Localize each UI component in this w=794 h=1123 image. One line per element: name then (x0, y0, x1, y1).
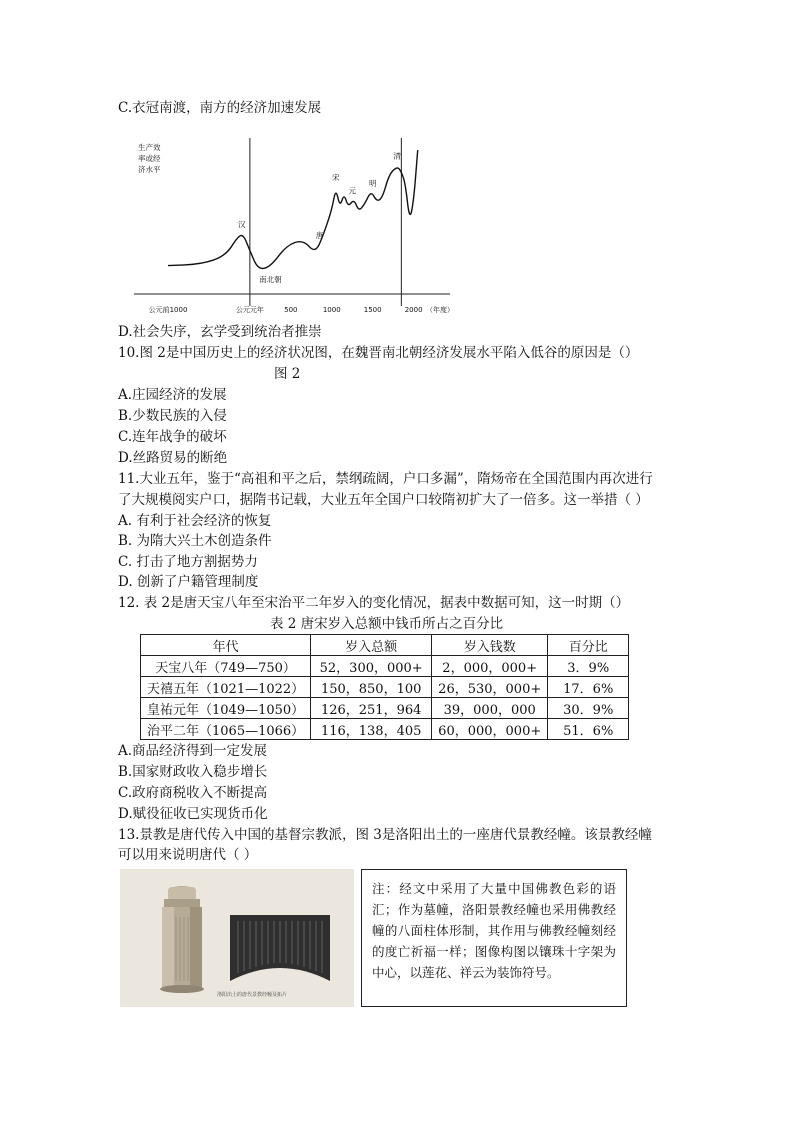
table-cell: 天禧五年（1021—1022） (141, 677, 311, 698)
table-cell: 26，530，000+ (432, 677, 548, 698)
table-cell: 150，850，100 (311, 677, 432, 698)
annotation-label: 南北朝 (259, 275, 282, 284)
annotation-label: 唐 (315, 230, 324, 240)
table-cell: 39，000，000 (432, 698, 548, 719)
table-header-row (141, 635, 629, 656)
pillar-illustration (120, 869, 354, 1007)
table-header-cell: 年代 (141, 635, 311, 656)
q13-stem-line1: 13.景教是唐代传入中国的基督宗教派，图 3是洛阳出土的一座唐代景教经幢。该景教经幢 (118, 827, 652, 843)
table-cell: 30．9% (548, 698, 629, 719)
table-row (141, 656, 629, 677)
annotation-label: 清 (393, 151, 401, 161)
q10-option-a: A.庄园经济的发展 (118, 387, 227, 403)
table-row (141, 698, 629, 719)
q12-option-b: B.国家财政收入稳步增长 (118, 764, 268, 780)
table-cell: 天宝八年（749—750） (141, 656, 311, 677)
table-header-cell: 百分比 (548, 635, 629, 656)
q12-option-d: D.赋役征收已实现货币化 (118, 806, 268, 822)
y-axis-label: 济水平 (138, 165, 161, 174)
x-axis-label: （年度） (426, 306, 454, 314)
table-row (141, 719, 629, 740)
q10-option-c: C.连年战争的破坏 (118, 429, 227, 445)
q11-option-d: D. 创新了户籍管理制度 (118, 574, 259, 590)
figure-2-caption: 图 2 (274, 366, 301, 382)
x-tick-label: 公元前1000 (148, 306, 188, 314)
photo-caption: 洛阳出土的唐代景教经幢及拓片 (216, 992, 288, 998)
y-axis-label: 率或经 (138, 154, 161, 163)
x-tick-label: 公元元年 (235, 306, 264, 314)
pillar-note: 注：经文中采用了大量中国佛教色彩的语汇；作为墓幢，洛阳景教经幢也采用佛教经幢的八面柱体形制，其作用与佛教经幢刻经的度亡祈福一样；图像构图以镶珠十字架为中心，以莲花、祥云为装饰符号。 (361, 869, 627, 1007)
q12-stem: 12. 表 2是唐天宝八年至宋治平二年岁入的变化情况，据表中数据可知，这一时期（） (118, 595, 630, 611)
x-tick-label: 2000 (404, 306, 423, 314)
annotation-label: 元 (348, 186, 356, 196)
nestorian-pillar-photo (120, 869, 354, 1007)
table-2-title: 表 2 唐宋岁入总额中钱币所占之百分比 (270, 616, 504, 632)
q11-option-b: B. 为隋大兴土木创造条件 (118, 533, 272, 549)
table-cell: 皇祐元年（1049—1050） (141, 698, 311, 719)
table-cell: 60，000，000+ (432, 719, 548, 740)
economic-level-chart (134, 124, 454, 316)
table-row (141, 677, 629, 698)
q10-option-d: D.丝路贸易的断绝 (118, 450, 228, 466)
q13-stem-line2: 可以用来说明唐代（ ） (118, 847, 258, 863)
x-tick-label: 1500 (363, 306, 382, 314)
chart-svg (134, 124, 454, 316)
q11-option-c: C. 打击了地方割据势力 (118, 554, 258, 570)
table-cell: 126，251，964 (311, 698, 432, 719)
option-d-prev: D.社会失序，玄学受到统治者推崇 (118, 324, 322, 340)
q10-stem: 10.图 2是中国历史上的经济状况图，在魏晋南北朝经济发展水平陷入低谷的原因是（） (118, 345, 639, 361)
annotation-label: 明 (368, 178, 377, 188)
q10-option-b: B.少数民族的入侵 (118, 408, 227, 424)
table-cell: 3．9% (548, 656, 629, 677)
q11-stem-line2: 了大规模阅实户口，据隋书记载，大业五年全国户口较隋初扩大了一倍多。这一举措（ ） (118, 492, 649, 508)
y-axis-label: 生产效 (138, 143, 161, 152)
x-tick-label: 500 (284, 306, 298, 314)
series-line (168, 150, 418, 268)
table-cell: 52，300，000+ (311, 656, 432, 677)
x-tick-label: 1000 (322, 306, 341, 314)
table-cell: 2，000，000+ (432, 656, 548, 677)
table-header-cell: 岁入总额 (311, 635, 432, 656)
q11-stem-line1: 11.大业五年，鉴于“高祖和平之后，禁纲疏阔，户口多漏”，隋炀帝在全国范围内再次进行 (118, 471, 653, 487)
q12-option-c: C.政府商税收入不断提高 (118, 785, 268, 801)
table-cell: 治平二年（1065—1066） (141, 719, 311, 740)
revenue-table (140, 634, 629, 740)
table-cell: 17．6% (548, 677, 629, 698)
table-cell: 51．6% (548, 719, 629, 740)
table-cell: 116，138，405 (311, 719, 432, 740)
table-header-cell: 岁入钱数 (432, 635, 548, 656)
annotation-label: 汉 (237, 220, 246, 230)
annotation-label: 宋 (332, 173, 340, 183)
option-c-prev: C.衣冠南渡，南方的经济加速发展 (118, 100, 322, 116)
q12-option-a: A.商品经济得到一定发展 (118, 743, 268, 759)
q11-option-a: A. 有利于社会经济的恢复 (118, 513, 272, 529)
